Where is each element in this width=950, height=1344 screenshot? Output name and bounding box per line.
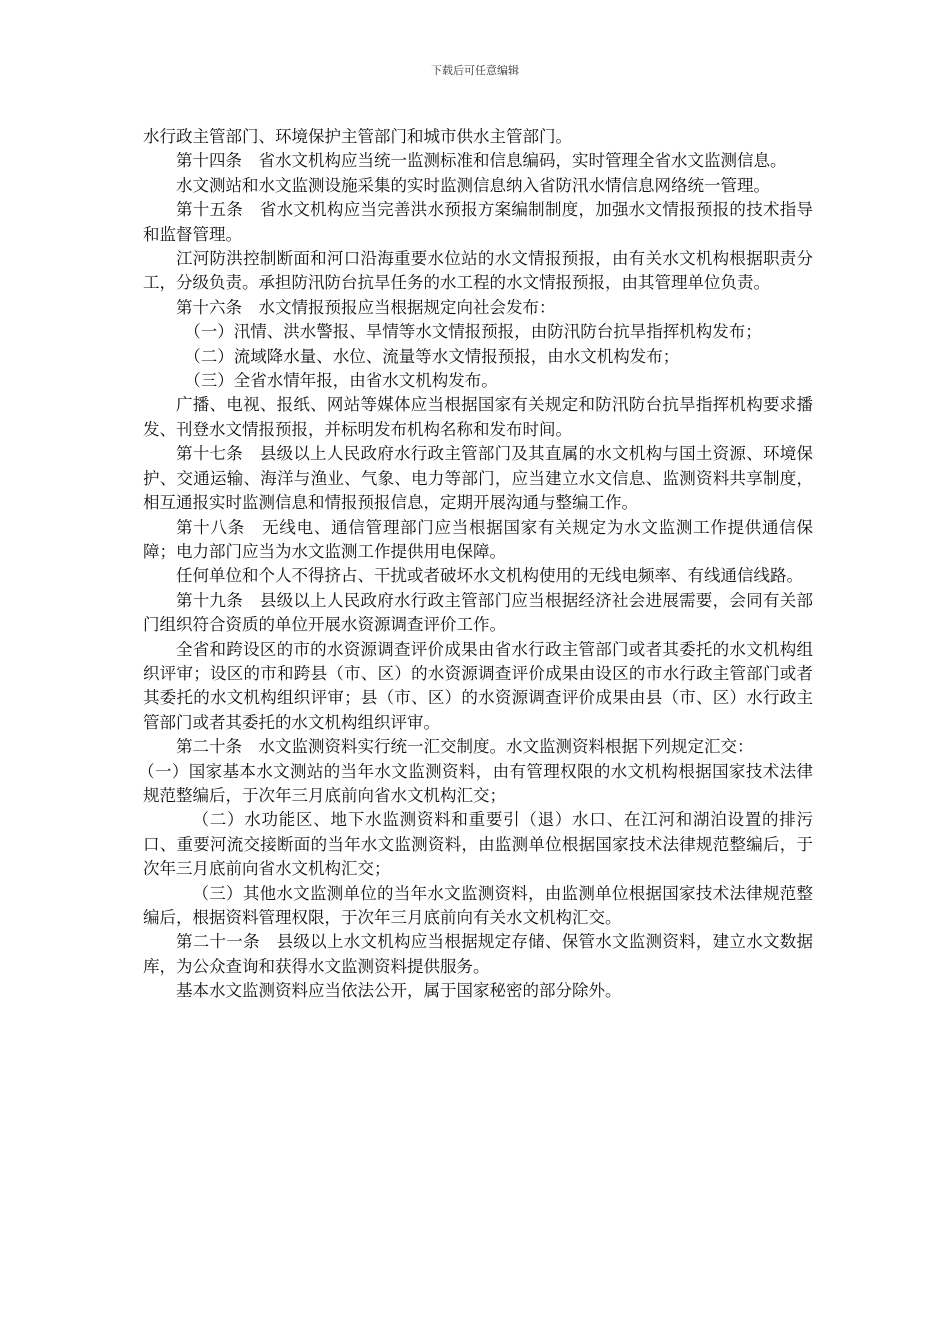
article-21: 第二十一条 县级以上水文机构应当根据规定存储、保管水文监测资料，建立水文数据库，为公众查询和获得水文监测资料提供服务。 xyxy=(143,932,813,976)
article-14: 第十四条 省水文机构应当统一监测标准和信息编码，实时管理全省水文监测信息。 xyxy=(176,151,787,171)
list-item: （二）水功能区、地下水监测资料和重要引（退）水口、在江河和湖泊设置的排污口、重要河流交接断面的当年水文监测资料，由监测单位根据国家技术法律规范整编后，于次年三月底前向省水文机构汇交； xyxy=(143,810,813,879)
paragraph: 水行政主管部门、环境保护主管部门和城市供水主管部门。 xyxy=(143,127,572,146)
paragraph: 全省和跨设区的市的水资源调查评价成果由省水行政主管部门或者其委托的水文机构组织评审；设区的市和跨县（市、区）的水资源调查评价成果由设区的市水行政主管部门或者其委托的水文机构组织评审；县（市、区）的水资源调查评价成果由县（市、区）水行政主管部门或者其委托的水文机构组织评审。 xyxy=(143,639,813,732)
list-item: （三）其他水文监测单位的当年水文监测资料，由监测单位根据国家技术法律规范整编后，根据资料管理权限，于次年三月底前向有关水文机构汇交。 xyxy=(143,883,813,927)
paragraph: 水文测站和水文监测设施采集的实时监测信息纳入省防汛水情信息网络统一管理。 xyxy=(176,175,770,195)
document-body xyxy=(138,125,813,1004)
paragraph: 广播、电视、报纸、网站等媒体应当根据国家有关规定和防汛防台抗旱指挥机构要求播发、刊登水文情报预报，并标明发布机构名称和发布时间。 xyxy=(143,395,813,439)
list-item: （三）全省水情年报，由省水文机构发布。 xyxy=(184,371,498,391)
paragraph: 江河防洪控制断面和河口沿海重要水位站的水文情报预报，由有关水文机构根据职责分工，分级负责。承担防汛防台抗旱任务的水工程的水文情报预报，由其管理单位负责。 xyxy=(143,249,813,293)
list-item: （一）国家基本水文测站的当年水文监测资料，由有管理权限的水文机构根据国家技术法律规范整编后，于次年三月底前向省水文机构汇交； xyxy=(138,761,813,805)
article-15: 第十五条 省水文机构应当完善洪水预报方案编制制度，加强水文情报预报的技术指导和监督管理。 xyxy=(143,200,813,244)
list-item: （一）汛情、洪水警报、旱情等水文情报预报，由防汛防台抗旱指挥机构发布； xyxy=(184,322,762,342)
paragraph: 基本水文监测资料应当依法公开，属于国家秘密的部分除外。 xyxy=(176,981,622,1001)
article-18: 第十八条 无线电、通信管理部门应当根据国家有关规定为水文监测工作提供通信保障；电力部门应当为水文监测工作提供用电保障。 xyxy=(143,517,813,561)
paragraph: 任何单位和个人不得挤占、干扰或者破坏水文机构使用的无线电频率、有线通信线路。 xyxy=(176,566,803,586)
article-16: 第十六条 水文情报预报应当根据规定向社会发布： xyxy=(176,297,556,317)
article-20: 第二十条 水文监测资料实行统一汇交制度。水文监测资料根据下列规定汇交： xyxy=(176,737,754,757)
page-header-note: 下载后可任意编辑 xyxy=(431,64,519,77)
article-17: 第十七条 县级以上人民政府水行政主管部门及其直属的水文机构与国土资源、环境保护、交通运输、海洋与渔业、气象、电力等部门，应当建立水文信息、监测资料共享制度，相互通报实时监测信息和情报预报信息，定期开展沟通与整编工作。 xyxy=(143,444,813,513)
list-item: （二）流域降水量、水位、流量等水文情报预报，由水文机构发布； xyxy=(184,346,680,366)
article-19: 第十九条 县级以上人民政府水行政主管部门应当根据经济社会进展需要，会同有关部门组织符合资质的单位开展水资源调查评价工作。 xyxy=(143,590,813,635)
